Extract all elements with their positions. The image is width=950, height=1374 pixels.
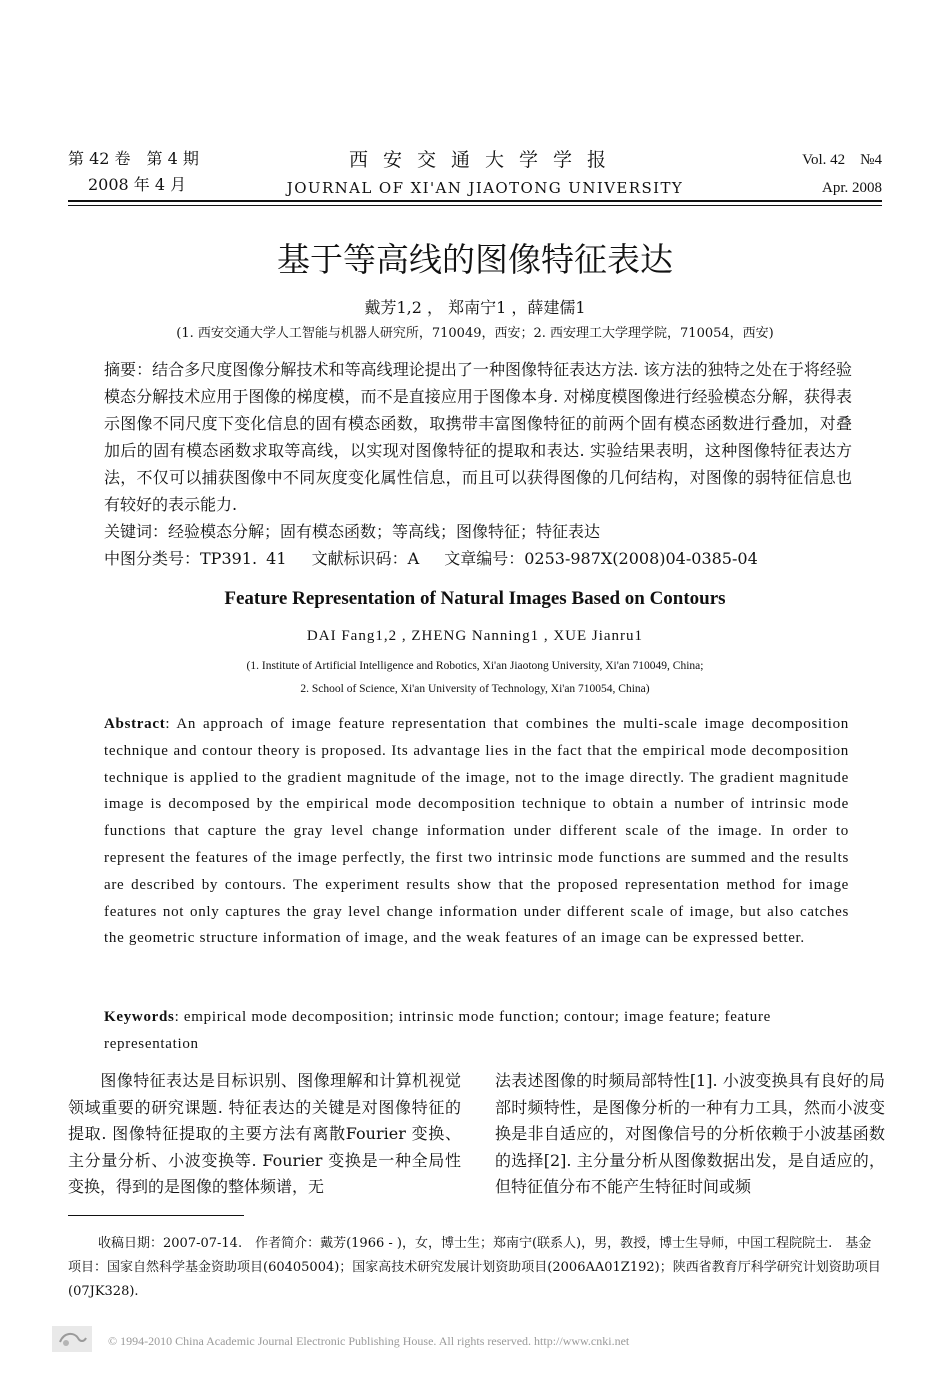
footnote-rule — [68, 1215, 244, 1216]
keywords-en — [104, 1004, 849, 1058]
keywords-en-text: : empirical mode decomposition; intrinsic mode function; contour; image feature; feature representation — [104, 1009, 772, 1052]
affiliation-en-2: 2. School of Science, Xi'an University of Technology, Xi'an 710054, China) — [300, 683, 650, 695]
header-rule-thick — [68, 200, 882, 202]
keywords-en-label: Keywords — [104, 1009, 175, 1025]
journal-title-en: JOURNAL OF XI'AN JIAOTONG UNIVERSITY — [286, 179, 684, 197]
body-column-right: 法表述图像的时频局部特性[1]. 小波变换具有良好的局部时频特性，是图像分析的一种有力工具，然而小波变换是非自适应的，对图像信号的分析依赖于小波基函数的选择[2]. 主分量分析从图像数据出发，是自适应的，但特征值分布不能产生特征时间或频 — [495, 1071, 885, 1196]
abstract-cn: 摘要：结合多尺度图像分解技术和等高线理论提出了一种图像特征表达方法. 该方法的独特之处在于将经验模态分解技术应用于图像的梯度模，而不是直接应用于图像本身. 对梯度模图像进行经验模态分解，获得表示图像不同尺度下变化信息的固有模态函数，取携带丰富图像特征的前两个固有模态函数进行叠加，对叠加后的固有模态函数求取等高线，以实现对图像特征的提取和表达. 实验结果表明，这种图像特征表达方法，不仅可以捕获图像中不同灰度变化属性信息，而且可以获得图像的几何结构，对图像的弱特征信息也有较好的表示能力. — [104, 360, 852, 514]
abstract-en-text: : An approach of image feature representation that combines the multi-scale image decomposition technique and contour theory is proposed. Its advantage lies in the fact that the empirical mode decomposition technique is applied to the gradient magnitude of the image, not to the image directly. The gradient magnitude image is decomposed by the empirical mode decomposition technique to obtain a number of intrinsic mode functions that capture the gray level change information under different scale of the image. In order to represent the features of the image perfectly, the first two intrinsic mode functions are summed and the results are described by contours. The experiment results show that the proposed representation method for image features not only captures the gray level change information under different scale of image, but also catches the geometric structure information of image, and the weak features of an image can be expressed better. — [104, 716, 849, 947]
body-text-left: 图像特征表达是目标识别、图像理解和计算机视觉领域重要的研究课题. 特征表达的关键是对图像特征的提取. 图像特征提取的主要方法有离散Fourier 变换、主分量分析、小波变换等. Fourier 变换是一种全局性变换，得到的是图像的整体频谱，无 — [68, 1071, 461, 1196]
paper-title-cn: 基于等高线的图像特征表达 — [277, 240, 673, 279]
journal-title — [230, 146, 740, 202]
body-column-left — [68, 1068, 461, 1201]
header-right — [802, 146, 882, 202]
footnote — [68, 1232, 882, 1304]
keywords-cn: 关键词：经验模态分解；固有模态函数；等高线；图像特征；特征表达 — [104, 522, 601, 541]
paper-title-en: Feature Representation of Natural Images Based on Contours — [224, 588, 726, 609]
footnote-text: 收稿日期：2007-07-14. 作者简介：戴芳(1966 - )，女，博士生；郑南宁(联系人)，男，教授，博士生导师，中国工程院院士. 基金项目：国家自然科学基金资助项目(60405004)；国家高技术研究发展计划资助项目(2006AA01Z192)；陕西省教育厅科学研究计划资助项目(07JK328). — [68, 1236, 881, 1299]
header-rule-thin — [68, 205, 882, 206]
affiliations-en — [0, 655, 950, 701]
volume-issue: 第 42 卷 第 4 期 — [68, 149, 199, 168]
publication-date-en: Apr. 2008 — [822, 180, 882, 196]
affiliations-cn: (1. 西安交通大学人工智能与机器人研究所，710049，西安；2. 西安理工大学理学院，710054，西安) — [176, 326, 774, 341]
journal-title-cn: 西安交通大学学报 — [348, 149, 621, 171]
publication-date-cn: 2008 年 4 月 — [88, 175, 187, 194]
affiliation-en-1: (1. Institute of Artificial Intelligence and Robotics, Xi'an Jiaotong University, Xi'an 710049, China; — [246, 660, 704, 672]
authors-cn: 戴芳1,2 ， 郑南宁1 ，薛建儒1 — [364, 298, 586, 317]
volume-en: Vol. 42 №4 — [802, 152, 882, 168]
authors-en: DAI Fang1,2 , ZHENG Nanning1 , XUE Jianru1 — [306, 628, 644, 644]
abstract-en — [104, 711, 849, 952]
abstract-en-label: Abstract — [104, 716, 166, 732]
copyright-notice: © 1994-2010 China Academic Journal Electronic Publishing House. All rights reserved. http://www.cnki.net — [108, 1334, 630, 1348]
header-left — [68, 146, 199, 198]
cnki-logo-icon — [52, 1326, 92, 1352]
classification-codes: 中图分类号：TP391. 41 文献标识码：A 文章编号：0253-987X(2008)04-0385-04 — [104, 549, 758, 568]
